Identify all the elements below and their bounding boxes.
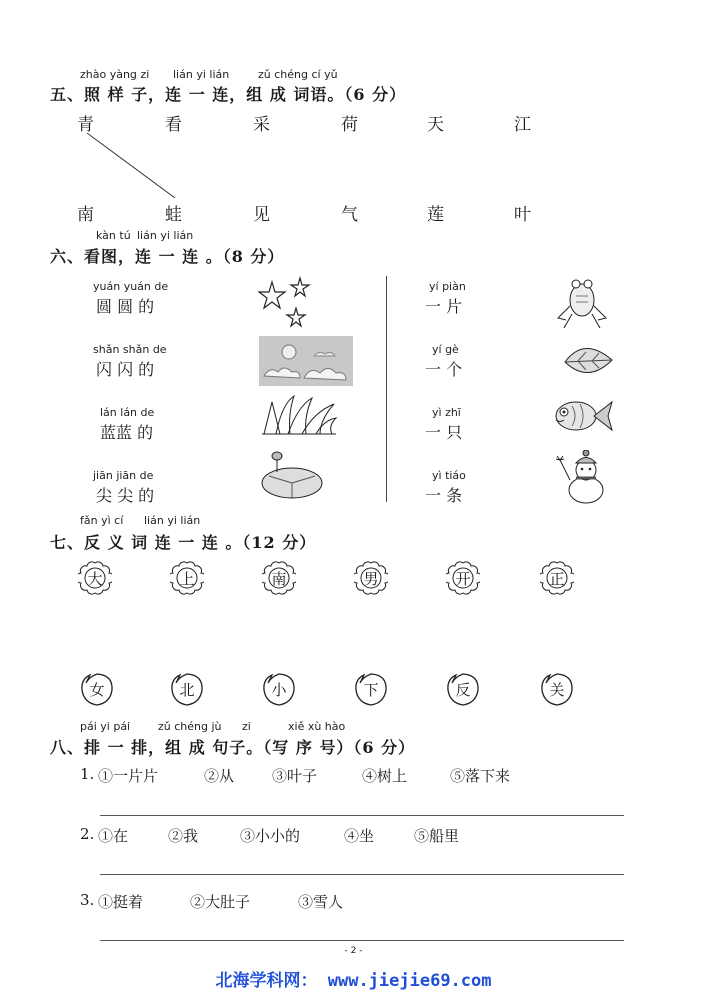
flower-card[interactable] — [446, 561, 480, 595]
sky-picture[interactable] — [259, 336, 353, 386]
word-char[interactable]: 莲 — [427, 205, 444, 225]
sentence-part: ①挺着 — [98, 893, 144, 911]
leaf-char: 关 — [549, 681, 565, 699]
answer-line[interactable] — [100, 874, 624, 875]
word-char[interactable]: 天 — [427, 115, 444, 135]
section-7-title: 七、反 义 词 连 一 连 。（12 分） — [50, 533, 317, 552]
footer-watermark[interactable]: 北海学科网： www.jiejie69.com — [215, 971, 492, 991]
word-char[interactable]: 叶 — [514, 205, 531, 225]
grass-picture[interactable] — [260, 394, 338, 436]
measure-word-label[interactable]: 一 片 — [425, 297, 463, 316]
sentence-part: ④坐 — [344, 827, 375, 845]
word-char[interactable]: 江 — [514, 115, 531, 135]
answer-line[interactable] — [100, 815, 624, 816]
pinyin: yì zhī — [432, 406, 461, 419]
pinyin: jiān jiān de — [93, 469, 154, 482]
leaf-card[interactable] — [446, 671, 480, 707]
flower-card[interactable] — [262, 561, 296, 595]
adjective-label[interactable]: 闪 闪 的 — [96, 360, 155, 379]
word-char[interactable]: 看 — [165, 115, 182, 135]
leaf-card[interactable] — [354, 671, 388, 707]
word-char[interactable]: 气 — [341, 205, 358, 225]
column-divider — [386, 276, 387, 502]
word-char[interactable]: 蛙 — [165, 205, 182, 225]
pinyin: lián yi lián — [137, 229, 194, 242]
measure-word-label[interactable]: 一 个 — [425, 360, 463, 379]
sentence-part: ④树上 — [362, 767, 408, 785]
pinyin: fǎn yì cí — [80, 514, 124, 527]
section-6-title: 六、看图，连 一 连 。（8 分） — [50, 247, 285, 266]
snowman-picture[interactable] — [554, 450, 612, 504]
flower-char: 南 — [271, 570, 287, 588]
stars-picture[interactable] — [258, 276, 318, 332]
word-char[interactable]: 南 — [77, 205, 94, 225]
pinyin: xiě xù hào — [288, 720, 346, 733]
flower-card[interactable] — [540, 561, 574, 595]
fish-picture[interactable] — [550, 392, 616, 440]
flower-char: 男 — [363, 570, 379, 588]
word-char[interactable]: 采 — [253, 115, 270, 135]
leaf-card[interactable] — [262, 671, 296, 707]
sentence-part: ①在 — [98, 827, 129, 845]
leaf-char: 下 — [363, 681, 379, 699]
leaf-char: 反 — [455, 681, 471, 699]
question-number: 3. — [80, 891, 95, 909]
pinyin: pái yi pái — [80, 720, 131, 733]
leaf-char: 女 — [89, 681, 105, 699]
sentence-part: ③小小的 — [240, 827, 301, 845]
question-number: 2. — [80, 825, 95, 843]
pinyin: zhào yàng zi — [80, 68, 150, 81]
pinyin: yí gè — [432, 343, 459, 356]
pinyin: zǔ chéng jù — [158, 720, 222, 733]
word-char[interactable]: 见 — [253, 205, 270, 225]
measure-word-label[interactable]: 一 条 — [425, 486, 463, 505]
pinyin: lián yi lián — [144, 514, 201, 527]
leaf-card[interactable] — [170, 671, 204, 707]
page-number: - 2 - — [344, 946, 363, 956]
sentence-part: ②我 — [168, 827, 199, 845]
pinyin: shǎn shǎn de — [93, 343, 167, 356]
flower-card[interactable] — [78, 561, 112, 595]
pinyin: zi — [242, 720, 251, 733]
leaf-char: 北 — [179, 681, 195, 699]
answer-line[interactable] — [100, 940, 624, 941]
leaf-picture[interactable] — [562, 340, 614, 382]
pinyin: yì tiáo — [432, 469, 466, 482]
pinyin: zǔ chéng cí yǔ — [258, 68, 338, 81]
leaf-card[interactable] — [80, 671, 114, 707]
sentence-part: ⑤船里 — [414, 827, 460, 845]
adjective-label[interactable]: 尖 尖 的 — [96, 486, 155, 505]
pinyin: yí piàn — [429, 280, 466, 293]
measure-word-label[interactable]: 一 只 — [425, 423, 463, 442]
pinyin: yuán yuán de — [93, 280, 169, 293]
pinyin: kàn tú — [96, 229, 131, 242]
sentence-part: ②从 — [204, 767, 235, 785]
word-char[interactable]: 青 — [77, 115, 94, 135]
flower-card[interactable] — [170, 561, 204, 595]
flower-char: 正 — [549, 570, 565, 588]
adjective-label[interactable]: 圆 圆 的 — [96, 297, 155, 316]
sentence-part: ②大肚子 — [190, 893, 251, 911]
flower-char: 开 — [455, 570, 471, 588]
question-number: 1. — [80, 765, 95, 783]
frog-picture[interactable] — [554, 274, 610, 332]
sentence-part: ③雪人 — [298, 893, 344, 911]
sentence-part: ⑤落下来 — [450, 767, 511, 785]
adjective-label[interactable]: 蓝蓝 的 — [100, 423, 154, 442]
word-char[interactable]: 荷 — [341, 115, 358, 135]
flower-card[interactable] — [354, 561, 388, 595]
leaf-card[interactable] — [540, 671, 574, 707]
pinyin: lián yi lián — [173, 68, 230, 81]
section-8-title: 八、排 一 排，组 成 句子。（写 序 号）（6 分） — [50, 738, 416, 757]
flower-char: 大 — [87, 570, 103, 588]
leaf-char: 小 — [271, 681, 287, 699]
lotus-leaf-picture[interactable] — [259, 450, 325, 502]
sentence-part: ③叶子 — [272, 767, 318, 785]
section-5-title: 五、照 样 子，连 一 连，组 成 词语。（6 分） — [50, 85, 407, 104]
sentence-part: ①一片片 — [98, 767, 159, 785]
pinyin: lán lán de — [100, 406, 155, 419]
flower-char: 上 — [179, 570, 195, 588]
